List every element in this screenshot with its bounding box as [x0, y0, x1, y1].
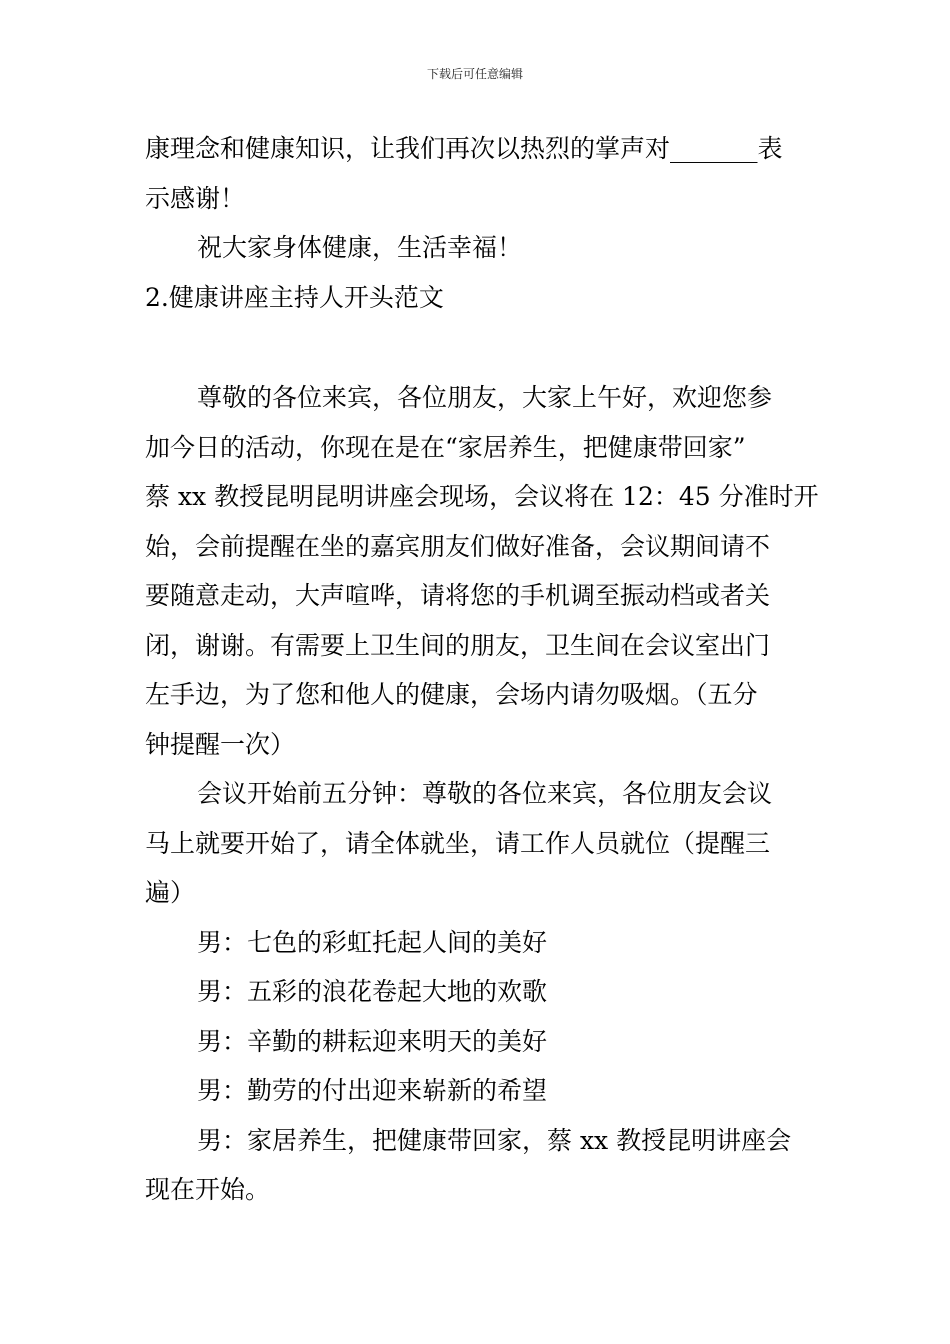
- text-line: 始，会前提醒在坐的嘉宾朋友们做好准备，会议期间请不: [145, 531, 771, 561]
- blank-space: [145, 322, 807, 373]
- section-heading: [145, 273, 807, 323]
- paragraph: [145, 1066, 807, 1116]
- text-line: 男：七色的彩虹托起人间的美好: [197, 927, 548, 957]
- text-line: 男：五彩的浪花卷起大地的欢歌: [197, 977, 548, 1006]
- text-line: 马上就要开始了，请全体就坐，请工作人员就位（提醒三: [145, 828, 771, 858]
- text-line: 示感谢！: [145, 183, 246, 213]
- text-line: 2.健康讲座主持人开头范文: [145, 282, 444, 312]
- text-line: 会议开始前五分钟：尊敬的各位来宾，各位朋友会议: [197, 779, 773, 808]
- text-line: 闭，谢谢。有需要上卫生间的朋友，卫生间在会议室出门: [145, 630, 771, 660]
- text-line: 祝大家身体健康，生活幸福！: [197, 233, 523, 262]
- paragraph: [145, 223, 807, 273]
- text-line: 男：家居养生，把健康带回家，蔡 xx 教授昆明讲座会: [197, 1125, 792, 1155]
- paragraph: [145, 1116, 807, 1215]
- paragraph: [145, 769, 807, 918]
- text-line: 要随意走动，大声喧哗，请将您的手机调至振动档或者关: [145, 581, 771, 610]
- document-body: [145, 124, 819, 1215]
- paragraph: [145, 1017, 807, 1067]
- text-line: 男：勤劳的付出迎来崭新的希望: [197, 1076, 548, 1105]
- text-line: 蔡 xx 教授昆明昆明讲座会现场，会议将在 12：45 分准时开: [145, 482, 819, 511]
- text-line: 左手边，为了您和他人的健康，会场内请勿吸烟。（五分: [145, 680, 758, 709]
- paragraph: [145, 918, 807, 968]
- text-line: 尊敬的各位来宾，各位朋友，大家上午好，欢迎您参: [197, 383, 773, 412]
- text-line: 康理念和健康知识，让我们再次以热烈的掌声对_______表: [145, 134, 783, 163]
- paragraph: [145, 124, 807, 223]
- page-header: 下载后可任意编辑: [426, 67, 523, 81]
- text-line: 加今日的活动，你现在是在“家居养生，把健康带回家”: [145, 432, 746, 462]
- paragraph: [145, 967, 807, 1017]
- text-line: 遍）: [145, 878, 196, 907]
- text-line: 现在开始。: [145, 1175, 271, 1204]
- text-line: 钟提醒一次）: [145, 729, 296, 759]
- text-line: 男：辛勤的耕耘迎来明天的美好: [197, 1026, 548, 1056]
- paragraph: [145, 373, 819, 769]
